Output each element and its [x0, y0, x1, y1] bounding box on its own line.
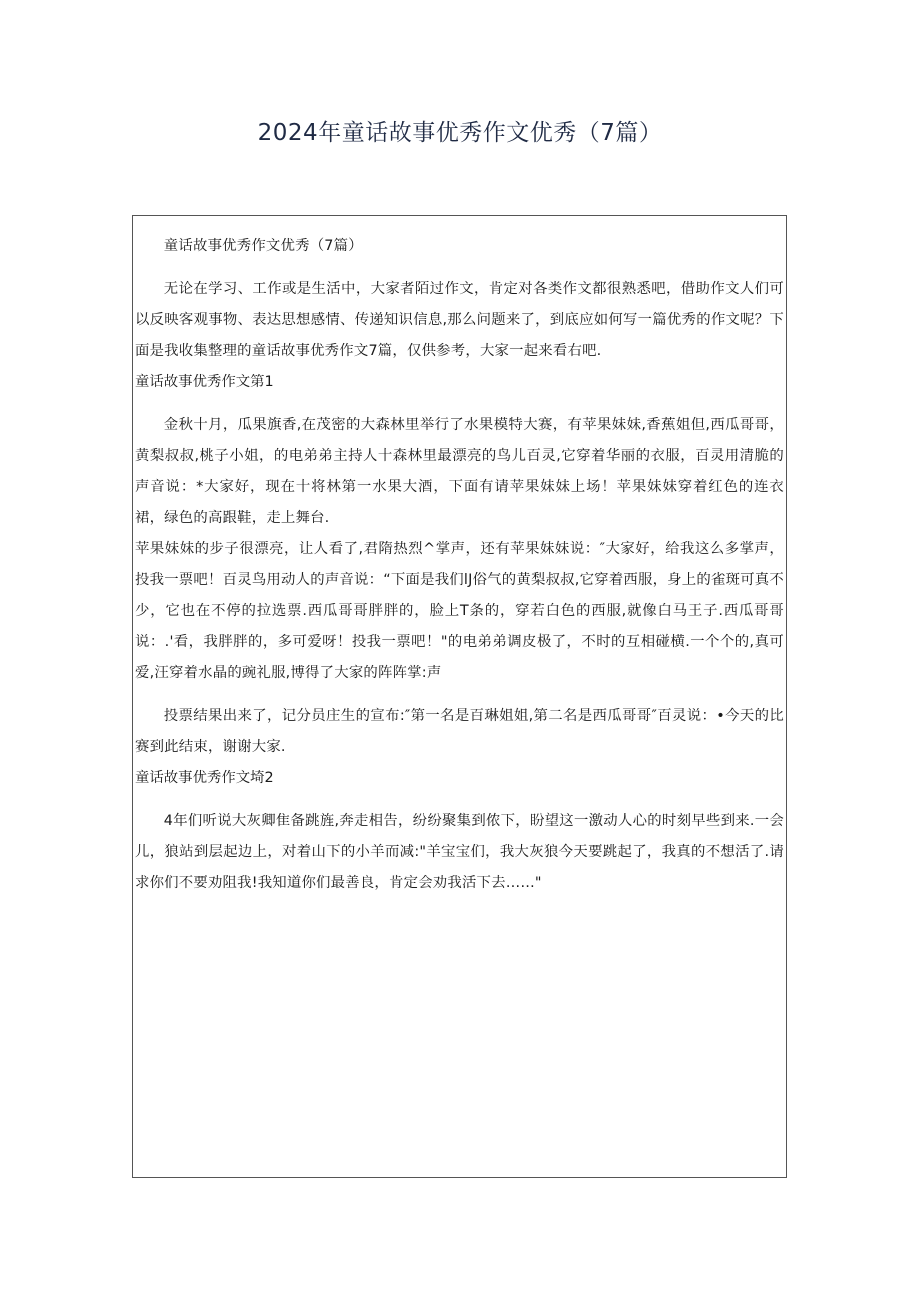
section-1-paragraph-3: 投票结果出来了，记分员庄生的宣布:″第一名是百琳姐姐,第二名是西瓜哥哥″百灵说：•今天的比赛到此结束，谢谢大家.: [135, 708, 784, 755]
section-2-heading: 童话故事优秀作文埼2: [135, 770, 274, 786]
content-frame: [132, 215, 787, 1178]
intro-paragraph: 无论在学习、工作或是生活中，大家者陌过作文，肯定对各类作文都很熟悉吧，借助作文人们可以反映客观事物、表达思想感情、传递知识信息,那么问题来了，到底应如何写一篇优秀的作文呢？下面是我收集整理的童话故事优秀作文7篇，仅供参考，大家一起来看右吧.: [135, 281, 784, 359]
article-subtitle: 童话故事优秀作文优秀（7篇）: [163, 238, 363, 254]
document-title: 2024年童话故事优秀作文优秀（7篇）: [257, 120, 663, 146]
section-1-heading: 童话故事优秀作文第1: [135, 374, 274, 390]
section-1-paragraph-2: 苹果妹妹的步子很漂亮，让人看了,君隋热烈^掌声，还有苹果妹妹说：″大家好，给我这么多掌声，投我一票吧！百灵鸟用动人的声音说：“下面是我们lJ俗气的黄梨叔叔,它穿着西服，身上的雀斑可真不少，它也在不停的拉选票.西瓜哥哥胖胖的，脸上T条的，穿若白色的西服,就像白马王子.西瓜哥哥说：.'看，我胖胖的，多可爱呀！投我一票吧！"的电弟弟调皮极了，不时的互相碰横.一个个的,真可爱,汪穿着水晶的豌礼服,博得了大家的阵阵掌:声: [135, 541, 784, 681]
section-1-paragraph-1: 金秋十月，瓜果旗香,在茂密的大森林里举行了水果模特大赛，有苹果妹妹,香蕉姐但,西瓜哥哥，黄梨叔叔,桃子小姐，的电弟弟主持人十森林里最漂亮的鸟儿百灵,它穿着华丽的衣服，百灵用清脆的声音说：*大家好，现在十将林第一水果大酒，下面有请苹果妹妹上场！苹果妹妹穿着红色的连衣裙，绿色的高跟鞋，走上舞台.: [135, 417, 784, 526]
section-2-paragraph-1: 4年们听说大灰卿隹备跳旌,奔走相告，纷纷聚集到侬下，盼望这一激动人心的时刻早些到来.一会儿，狼站到层起边上，对着山下的小羊而减:"羊宝宝们，我大灰狼今天要跳起了，我真的不想活了.请求你们不要劝阻我!我知道你们最善良，肯定会劝我活下去……": [135, 813, 784, 891]
